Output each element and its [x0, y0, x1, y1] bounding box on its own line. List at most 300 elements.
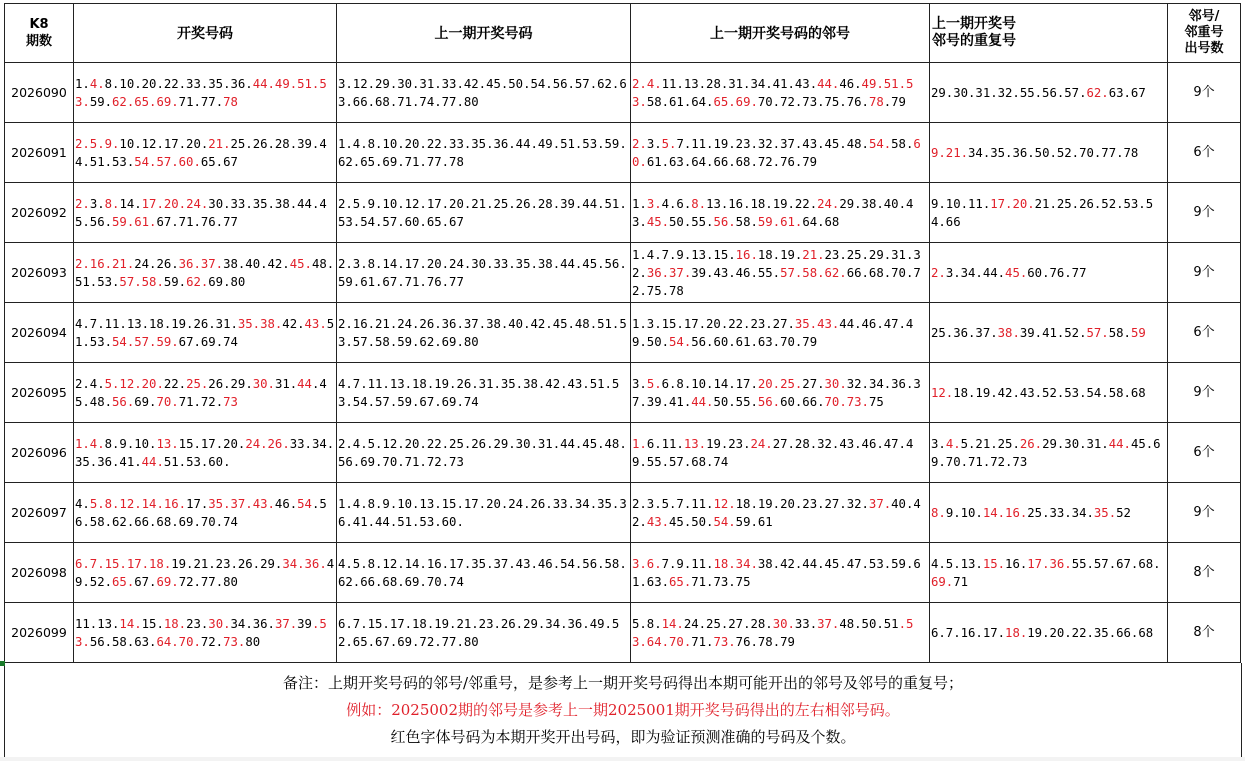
prev-draw-cell[interactable] [337, 483, 631, 543]
neighbors-segment: 49.51.53. [632, 76, 914, 109]
repeats-segment: 9.10.11. [931, 196, 991, 211]
draw-numbers-segment: 19.21.23.26.29. [171, 556, 283, 571]
draw-numbers-segment: 3. [89, 196, 105, 211]
neighbors-segment: 54. [868, 136, 892, 151]
neighbors-segment: 45. [646, 214, 670, 229]
repeats-segment: 55.57.67.68. [1071, 556, 1161, 571]
neighbors-cell[interactable] [631, 363, 930, 423]
draw-numbers-segment: 73 [223, 394, 238, 409]
period-cell[interactable]: 2026095 [5, 363, 74, 423]
repeats-segment: 44. [1108, 436, 1131, 451]
prev-draw-segment: 1.4.8.9.10.13.15.17.20.24.26.33.34.35.36.41.44.51.53.60. [338, 496, 627, 529]
draw-numbers-segment: 71.72. [178, 394, 224, 409]
repeats-segment: 63.67 [1108, 85, 1146, 100]
neighbors-segment: 58.61.64. [646, 94, 714, 109]
repeats-segment: 34.35.36.50.52.70.77.78 [968, 145, 1139, 160]
neighbors-segment: 23.25.29.31.32. [632, 247, 921, 280]
neighbors-segment: 35.43. [794, 316, 840, 331]
neighbors-segment: 24.25.27.28. [683, 616, 773, 631]
repeats-segment: 17.20. [990, 196, 1035, 211]
draw-numbers-segment: 1.4. [75, 436, 105, 451]
repeats-segment: 18. [1005, 625, 1028, 640]
table-row [5, 603, 1241, 663]
neighbors-segment: 6.11. [646, 436, 684, 451]
neighbors-segment: 36.37. [646, 265, 692, 280]
table-row [5, 63, 1241, 123]
neighbors-segment: 44. [691, 394, 714, 409]
draw-numbers-cell[interactable] [74, 363, 337, 423]
draw-numbers-cell[interactable] [74, 63, 337, 123]
draw-numbers-segment: 54 [297, 496, 312, 511]
draw-numbers-segment: 4. [89, 76, 105, 91]
repeats-segment: 9.10. [945, 505, 983, 520]
neighbors-segment: 37. [868, 496, 892, 511]
draw-numbers-segment: 65. [112, 574, 135, 589]
draw-numbers-segment: 80 [245, 634, 261, 649]
draw-numbers-segment: 43. [304, 316, 327, 331]
header-period[interactable]: K8 期数 [5, 4, 74, 63]
neighbors-segment: 24. [750, 436, 773, 451]
repeats-segment: 39.41.52. [1019, 325, 1087, 340]
neighbors-segment: 50.55. [713, 394, 758, 409]
draw-numbers-segment: 51.53.60. [163, 454, 231, 469]
prev-draw-cell[interactable] [337, 63, 631, 123]
draw-numbers-segment: 35.37.43. [208, 496, 275, 511]
draw-numbers-segment: 15.17.20. [178, 436, 246, 451]
draw-numbers-cell[interactable] [74, 483, 337, 543]
neighbors-segment: 45.50. [669, 514, 714, 529]
draw-numbers-segment: 17. [186, 496, 209, 511]
neighbors-segment: 7.11.19.23.32.37.43.45.48. [676, 136, 869, 151]
neighbors-segment: 58. [891, 136, 914, 151]
period-cell[interactable]: 2026098 [5, 543, 74, 603]
header-neighbors[interactable]: 上一期开奖号码的邻号 [631, 4, 930, 63]
neighbors-segment: 6.8.10.14.17. [661, 376, 758, 391]
draw-numbers-cell[interactable] [74, 123, 337, 183]
draw-numbers-segment: 31. [274, 376, 298, 391]
neighbors-segment: 50.55. [669, 214, 714, 229]
neighbors-segment: 65. [669, 574, 692, 589]
table-row [5, 423, 1241, 483]
neighbors-segment: 44. [817, 76, 840, 91]
neighbors-segment: 43. [646, 514, 670, 529]
neighbors-segment: 48.50.51 [839, 616, 899, 631]
repeats-segment: 14.16. [982, 505, 1028, 520]
draw-numbers-segment: 56. [112, 394, 135, 409]
period-cell[interactable]: 2026092 [5, 183, 74, 243]
neighbors-segment: 27. [802, 376, 825, 391]
repeats-segment: 45. [1005, 265, 1028, 280]
note-line-2: 例如：2025002期的邻号是参考上一期2025001期开奖号码得出的左右相邻号码。 [346, 701, 900, 719]
neighbors-segment: 4.6. [661, 196, 692, 211]
neighbors-cell[interactable] [631, 603, 930, 663]
hit-count-cell[interactable]: 6个 [1168, 123, 1241, 183]
table-row [5, 303, 1241, 363]
repeats-segment: 60.76.77 [1027, 265, 1087, 280]
draw-numbers-segment: 48.51.53. [75, 256, 335, 289]
repeats-cell[interactable] [930, 603, 1168, 663]
neighbors-segment: 20.25. [757, 376, 803, 391]
neighbors-segment: 1.3.15.17.20.22.23.27. [632, 316, 795, 331]
repeats-cell[interactable] [930, 303, 1168, 363]
repeats-segment: 57. [1086, 325, 1109, 340]
neighbors-segment: 2. [632, 76, 647, 91]
neighbors-segment: 3. [632, 376, 647, 391]
repeats-segment: 71 [953, 574, 969, 589]
repeats-cell[interactable] [930, 483, 1168, 543]
repeats-segment: 6.7.16.17. [931, 625, 1006, 640]
neighbors-segment: 5.8. [632, 616, 662, 631]
draw-numbers-segment: 14. [119, 196, 142, 211]
neighbors-segment: 21. [802, 247, 825, 262]
repeats-cell[interactable] [930, 363, 1168, 423]
repeats-segment: 21.25.26.52.53.54.66 [931, 196, 1154, 229]
neighbors-segment: 7.9.11. [661, 556, 714, 571]
repeats-cell[interactable] [930, 243, 1168, 303]
prev-draw-segment: 1.4.8.10.20.22.33.35.36.44.49.51.53.59.62.65.69.71.77.78 [338, 136, 627, 169]
draw-numbers-segment: 34.36. [282, 556, 327, 571]
draw-numbers-segment: 13. [156, 436, 179, 451]
draw-numbers-cell[interactable] [74, 603, 337, 663]
draw-numbers-segment: 25. [186, 376, 209, 391]
table-row [5, 123, 1241, 183]
draw-numbers-segment: 72. [200, 634, 224, 649]
neighbors-segment: 59.61 [735, 514, 773, 529]
draw-numbers-segment: 39 [297, 616, 312, 631]
neighbors-segment: 37. [817, 616, 840, 631]
repeats-segment: 69. [931, 574, 954, 589]
period-cell[interactable]: 2026093 [5, 243, 74, 303]
repeats-cell[interactable] [930, 423, 1168, 483]
neighbors-segment: 71.73.75 [691, 574, 751, 589]
draw-numbers-segment: 14. [119, 616, 142, 631]
neighbors-segment: 39.43.46.55. [691, 265, 781, 280]
repeats-segment: 4.5.13. [931, 556, 983, 571]
neighbors-segment: 2. [632, 136, 647, 151]
draw-numbers-segment: 30. [208, 616, 231, 631]
repeats-segment: 8. [931, 505, 946, 520]
repeats-segment: 17.36. [1027, 556, 1072, 571]
table-row [5, 363, 1241, 423]
repeats-cell[interactable] [930, 543, 1168, 603]
repeats-segment: 3. [931, 436, 946, 451]
prev-draw-cell[interactable] [337, 603, 631, 663]
draw-numbers-segment: .56.58.62.66.68.69.70.74 [75, 496, 327, 529]
repeats-segment: 38. [997, 325, 1020, 340]
draw-numbers-segment: 59.61. [112, 214, 157, 229]
neighbors-segment: 56. [713, 214, 736, 229]
repeats-segment: 9.21. [931, 145, 969, 160]
neighbors-segment: 54. [669, 334, 692, 349]
repeats-cell[interactable] [930, 123, 1168, 183]
draw-numbers-segment: 24.26. [134, 256, 179, 271]
repeats-segment: 4. [945, 436, 961, 451]
table-row [5, 243, 1241, 303]
neighbors-segment: 70.72.73.75.76. [757, 94, 869, 109]
draw-numbers-segment: 44 [297, 376, 312, 391]
neighbors-segment: 12. [713, 496, 736, 511]
neighbors-segment: 18.34. [713, 556, 758, 571]
hit-count-cell[interactable]: 9个 [1168, 483, 1241, 543]
draw-numbers-segment: 42. [282, 316, 305, 331]
lottery-table [4, 3, 1241, 663]
header-count[interactable]: 邻号/ 邻重号 出号数 [1168, 4, 1241, 63]
draw-numbers-segment: 35.38. [237, 316, 283, 331]
neighbors-segment: 78 [868, 94, 884, 109]
neighbors-segment: 66.68.70.72.75.78 [632, 265, 921, 298]
repeats-cell[interactable] [930, 63, 1168, 123]
neighbors-segment: 8. [691, 196, 707, 211]
prev-draw-cell[interactable] [337, 243, 631, 303]
draw-numbers-segment: 72.77.80 [178, 574, 238, 589]
period-cell[interactable]: 2026097 [5, 483, 74, 543]
repeats-segment: 16. [1005, 556, 1028, 571]
draw-numbers-segment: 36.37. [178, 256, 224, 271]
neighbors-segment: 40.42. [632, 496, 921, 529]
neighbors-segment: 32.34.36.37.39.41. [632, 376, 921, 409]
repeats-segment: 35. [1093, 505, 1117, 520]
neighbors-cell[interactable] [631, 543, 930, 603]
neighbors-segment: 11.13.28.31.34.41.43. [661, 76, 818, 91]
table-body [5, 63, 1241, 663]
cell-selection-marker [0, 661, 5, 666]
draw-numbers-segment: 59. [163, 274, 187, 289]
draw-numbers-segment: 67.71.76.77 [156, 214, 238, 229]
draw-numbers-segment: 46. [274, 496, 298, 511]
draw-numbers-cell[interactable] [74, 303, 337, 363]
draw-numbers-segment: 62. [186, 274, 209, 289]
draw-numbers-segment: 22. [163, 376, 187, 391]
draw-numbers-segment: 71.77. [178, 94, 224, 109]
repeats-segment: 2. [931, 265, 946, 280]
neighbors-segment: 30. [824, 376, 847, 391]
draw-numbers-segment: 67. [134, 574, 157, 589]
prev-draw-segment: 2.3.8.14.17.20.24.30.33.35.38.44.45.56.59.61.67.71.76.77 [338, 256, 627, 289]
draw-numbers-segment: 78 [223, 94, 238, 109]
draw-numbers-segment: 34.36. [230, 616, 275, 631]
neighbors-segment: 33. [794, 616, 818, 631]
draw-numbers-segment: 26.29. [208, 376, 253, 391]
neighbors-segment: .79 [883, 94, 906, 109]
draw-numbers-segment: 70. [156, 394, 179, 409]
prev-draw-segment: 4.7.11.13.18.19.26.31.35.38.42.43.51.53.54.57.59.67.69.74 [338, 376, 620, 409]
repeats-segment: 25.33.34. [1027, 505, 1094, 520]
repeats-segment: 25.36.37. [931, 325, 998, 340]
prev-draw-segment: 2.4.5.12.20.22.25.26.29.30.31.44.45.48.56.69.70.71.72.73 [338, 436, 627, 469]
prev-draw-segment: 4.5.8.12.14.16.17.35.37.43.46.54.56.58.62.66.68.69.70.74 [338, 556, 627, 589]
repeats-segment: 58. [1108, 325, 1131, 340]
table-row [5, 183, 1241, 243]
draw-numbers-segment: 21. [208, 136, 231, 151]
neighbors-segment: 76.78.79 [735, 634, 795, 649]
repeats-segment: 29.30.31. [1042, 436, 1109, 451]
prev-draw-cell[interactable] [337, 183, 631, 243]
neighbors-segment: 16. [735, 247, 758, 262]
header-draw[interactable]: 开奖号码 [74, 4, 337, 63]
neighbors-segment: 75 [868, 394, 884, 409]
note-line-1: 备注：上期开奖号码的邻号/邻重号，是参考上一期开奖号码得出本期可能开出的邻号及邻号的重复号； [282, 674, 964, 692]
neighbors-segment: 1. [632, 436, 647, 451]
prev-draw-segment: 2.5.9.10.12.17.20.21.25.26.28.39.44.51.53.54.57.60.65.67 [338, 196, 627, 229]
hit-count-cell[interactable]: 6个 [1168, 423, 1241, 483]
neighbors-segment: 13.16.18.19.22. [706, 196, 818, 211]
neighbors-segment: 44.46.47.49.50. [632, 316, 914, 349]
draw-numbers-segment: 44. [141, 454, 164, 469]
draw-numbers-segment: 73. [223, 634, 246, 649]
draw-numbers-segment: 30.33.35.38.44.45.56. [75, 196, 327, 229]
draw-numbers-segment: 2.4. [75, 376, 105, 391]
draw-numbers-segment: 23. [186, 616, 209, 631]
draw-numbers-cell[interactable] [74, 543, 337, 603]
neighbors-cell[interactable] [631, 423, 930, 483]
repeats-segment: 29.30.31.32.55.56.57. [931, 85, 1087, 100]
neighbors-segment: .53.64.70. [632, 616, 914, 649]
neighbors-cell[interactable] [631, 63, 930, 123]
draw-numbers-segment: 17.20.24. [141, 196, 209, 211]
neighbors-segment: 5. [661, 136, 677, 151]
draw-numbers-cell[interactable] [74, 183, 337, 243]
neighbors-segment: 56. [757, 394, 781, 409]
neighbors-cell[interactable] [631, 123, 930, 183]
draw-numbers-segment: 69. [134, 394, 157, 409]
period-cell[interactable]: 2026091 [5, 123, 74, 183]
hit-count-cell[interactable]: 8个 [1168, 603, 1241, 663]
neighbors-segment: 59.61. [757, 214, 803, 229]
draw-numbers-segment: 10.12.17.20. [119, 136, 209, 151]
neighbors-segment: 14. [661, 616, 684, 631]
repeats-segment: 18.19.42.43.52.53.54.58.68 [953, 385, 1146, 400]
draw-numbers-segment: 8. [104, 196, 120, 211]
draw-numbers-segment: 5.8.12.14.16. [89, 496, 187, 511]
draw-numbers-segment: 56.58.63. [89, 634, 157, 649]
period-cell[interactable]: 2026099 [5, 603, 74, 663]
neighbors-segment: 29.38.40.43. [632, 196, 914, 229]
neighbors-segment: 27.28.32.43.46.47.49.55.57.68.74 [632, 436, 914, 469]
draw-numbers-segment: 65.67 [200, 154, 238, 169]
neighbors-segment: 4. [646, 76, 662, 91]
repeats-segment: 62. [1086, 85, 1109, 100]
neighbors-segment: 38.42.44.45.47.53.59.61.63. [632, 556, 921, 589]
prev-draw-segment: 3.12.29.30.31.33.42.45.50.54.56.57.62.63.66.68.71.74.77.80 [338, 76, 627, 109]
neighbors-segment: 30. [772, 616, 795, 631]
header-repeats[interactable]: 上一期开奖号 邻号的重复号 [930, 4, 1168, 63]
neighbors-segment: 3. [646, 136, 662, 151]
draw-numbers-segment: 38.40.42. [223, 256, 290, 271]
repeats-segment: 19.20.22.35.66.68 [1027, 625, 1154, 640]
draw-numbers-segment: 6.7.15.17.18. [75, 556, 172, 571]
neighbors-cell[interactable] [631, 483, 930, 543]
draw-numbers-segment: 59. [89, 94, 113, 109]
neighbors-segment: 3.6. [632, 556, 662, 571]
draw-numbers-segment: 5.12.20. [104, 376, 164, 391]
prev-draw-cell[interactable] [337, 123, 631, 183]
period-cell[interactable]: 2026094 [5, 303, 74, 363]
draw-numbers-segment: 69.80 [208, 274, 246, 289]
neighbors-segment: 61.63.64.66.68.72.76.79 [646, 154, 818, 169]
header-prev-draw[interactable]: 上一期开奖号码 [337, 4, 631, 63]
draw-numbers-segment: 25.26.28.39.44.51.53. [75, 136, 327, 169]
neighbors-cell[interactable] [631, 183, 930, 243]
repeats-cell[interactable] [930, 183, 1168, 243]
draw-numbers-segment: .53. [75, 616, 327, 649]
hit-count-cell[interactable]: 9个 [1168, 63, 1241, 123]
draw-numbers-segment: 33.34.35.36.41. [75, 436, 335, 469]
neighbors-segment: 64.68 [802, 214, 840, 229]
neighbors-segment: 19.23. [706, 436, 751, 451]
prev-draw-cell[interactable] [337, 543, 631, 603]
draw-numbers-segment: 2.5.9. [75, 136, 120, 151]
prev-draw-segment: 2.16.21.24.26.36.37.38.40.42.45.48.51.53.57.58.59.62.69.80 [338, 316, 627, 349]
repeats-segment: 52 [1116, 505, 1131, 520]
period-cell[interactable]: 2026096 [5, 423, 74, 483]
draw-numbers-segment: 30. [252, 376, 275, 391]
draw-numbers-segment: 4. [75, 496, 90, 511]
neighbors-segment: 18.19.20.23.27.32. [735, 496, 869, 511]
neighbors-segment: 73. [713, 634, 736, 649]
hit-count-cell[interactable]: 9个 [1168, 243, 1241, 303]
repeats-segment: 12. [931, 385, 954, 400]
repeats-segment: 59 [1130, 325, 1146, 340]
draw-numbers-segment: 69. [156, 574, 179, 589]
draw-numbers-segment: 15. [141, 616, 164, 631]
draw-numbers-segment: 54.57.59. [112, 334, 179, 349]
draw-numbers-segment: 45. [289, 256, 312, 271]
hit-count-cell[interactable]: 9个 [1168, 183, 1241, 243]
draw-numbers-segment: 44.49.51.53. [75, 76, 327, 109]
neighbors-segment: 60.66. [780, 394, 825, 409]
hit-count-cell[interactable]: 8个 [1168, 543, 1241, 603]
prev-draw-cell[interactable] [337, 423, 631, 483]
draw-numbers-segment: 2.16.21. [75, 256, 135, 271]
sheet-bottom-edge [0, 757, 1245, 761]
neighbors-segment: 3. [646, 196, 662, 211]
draw-numbers-cell[interactable] [74, 243, 337, 303]
neighbors-segment: 56.60.61.63.70.79 [691, 334, 818, 349]
header-row [5, 4, 1241, 63]
neighbors-cell[interactable] [631, 243, 930, 303]
repeats-segment: 26. [1019, 436, 1043, 451]
draw-numbers-segment: 64.70. [156, 634, 201, 649]
notes-box[interactable] [4, 663, 1242, 760]
note-line-3: 红色字体号码为本期开奖开出号码，即为验证预测准确的号码及个数。 [390, 728, 856, 746]
neighbors-segment: 58. [735, 214, 758, 229]
neighbors-segment: 13. [683, 436, 707, 451]
draw-numbers-segment: 54.57.60. [134, 154, 201, 169]
period-cell[interactable]: 2026090 [5, 63, 74, 123]
draw-numbers-segment: 8.9.10. [104, 436, 157, 451]
hit-count-cell[interactable]: 9个 [1168, 363, 1241, 423]
neighbors-segment: 24. [817, 196, 840, 211]
neighbors-segment: 60. [632, 136, 921, 169]
neighbors-cell[interactable] [631, 303, 930, 363]
draw-numbers-segment: 37. [274, 616, 298, 631]
hit-count-cell[interactable]: 6个 [1168, 303, 1241, 363]
prev-draw-cell[interactable] [337, 303, 631, 363]
repeats-segment: 5.21.25. [960, 436, 1020, 451]
draw-numbers-cell[interactable] [74, 423, 337, 483]
draw-numbers-segment: 51.53. [75, 316, 335, 349]
draw-numbers-segment: 11.13. [75, 616, 120, 631]
neighbors-segment: 1.4.7.9.13.15. [632, 247, 736, 262]
repeats-segment: 3.34.44. [945, 265, 1006, 280]
neighbors-segment: 65.69. [713, 94, 758, 109]
draw-numbers-segment: 49.52. [75, 556, 335, 589]
draw-numbers-segment: 2. [75, 196, 90, 211]
prev-draw-cell[interactable] [337, 363, 631, 423]
draw-numbers-segment: 62.65.69. [112, 94, 179, 109]
table-row [5, 543, 1241, 603]
neighbors-segment: 70.73. [824, 394, 869, 409]
